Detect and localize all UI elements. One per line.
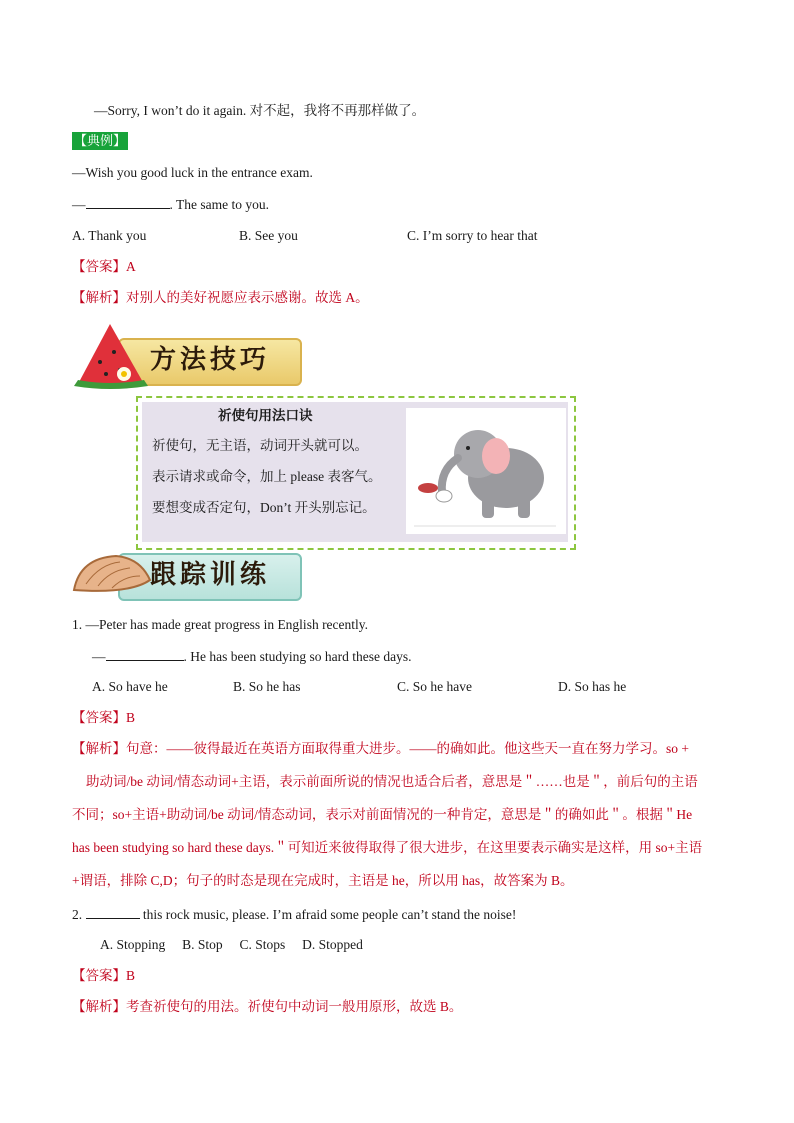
tip-box xyxy=(136,396,576,550)
answer-tag: 【答案】 xyxy=(72,259,126,274)
q1-analysis-3: 不同；so+主语+助动词/be 动词/情态动词，表示对前面情况的一种肯定，意思是＂的确如此＂。根据＂He xyxy=(72,807,693,822)
tip-title: 祈使句用法口诀 xyxy=(218,408,313,423)
elephant-icon xyxy=(406,408,566,534)
q2-answer xyxy=(72,968,135,984)
answer-blank xyxy=(106,648,184,661)
q1-analysis-5: +谓语，排除 C,D；句子的时态是现在完成时，主语是 he，所以用 has，故答案为 B。 xyxy=(72,873,574,888)
option-c: C. I’m sorry to hear that xyxy=(407,228,538,243)
q2-options: A. Stopping B. Stop C. Stops D. Stopped xyxy=(100,937,363,952)
tip-line-2: 表示请求或命令，加上 please 表客气。 xyxy=(152,469,382,484)
tip-line-1: 祈使句，无主语，动词开头就可以。 xyxy=(152,438,368,453)
q1-analysis-1 xyxy=(72,741,689,757)
answer-value: A xyxy=(126,259,136,274)
example-analysis xyxy=(72,290,369,306)
analysis-text: 对别人的美好祝愿应表示感谢。故选 A。 xyxy=(126,290,369,305)
q1-analysis-4: has been studying so hard these days.＂可知近来彼得取得了很大进步，在这里要表示确实是这样，用 so+主语 xyxy=(72,840,703,855)
tip-line-3: 要想变成否定句，Don’t 开头别忘记。 xyxy=(152,500,376,515)
analysis-text: 句意：——彼得最近在英语方面取得重大进步。——的确如此。他这些天一直在努力学习。so + xyxy=(126,741,689,756)
analysis-tag: 【解析】 xyxy=(72,741,126,756)
example-question: —Wish you good luck in the entrance exam. xyxy=(72,165,313,180)
answer-value: B xyxy=(126,710,136,725)
option-b: B. See you xyxy=(239,228,298,243)
q1-line-1: 1. —Peter has made great progress in English recently. xyxy=(72,617,369,632)
q1-answer xyxy=(72,710,135,726)
q2-analysis xyxy=(72,999,462,1015)
example-response xyxy=(72,196,269,213)
seashell-icon xyxy=(70,550,154,600)
practice-banner-title: 跟踪训练 xyxy=(150,560,271,589)
method-banner-title: 方法技巧 xyxy=(150,345,271,374)
q1-option-a: A. So have he xyxy=(92,679,168,694)
q1-option-c: C. So he have xyxy=(397,679,472,694)
dash: — xyxy=(92,649,106,664)
example-tag: 【典例】 xyxy=(73,133,126,148)
answer-blank xyxy=(86,196,170,209)
q1-line-2-text: . He has been studying so hard these days. xyxy=(183,649,412,664)
q1-line-2 xyxy=(92,648,411,665)
q1-option-b: B. So he has xyxy=(233,679,301,694)
option-a: A. Thank you xyxy=(72,228,147,243)
q2-number: 2. xyxy=(72,907,86,922)
q1-option-d: D. So has he xyxy=(558,679,627,694)
response-text: . The same to you. xyxy=(169,197,269,212)
answer-value: B xyxy=(126,968,136,983)
elephant-picture xyxy=(406,408,566,534)
q1-analysis-2: 助动词/be 动词/情态动词+主语，表示前面所说的情况也适合后者，意思是＂……也是＂，前后句的主语 xyxy=(86,774,698,789)
watermelon-icon xyxy=(70,318,150,390)
answer-blank xyxy=(86,906,140,919)
dash: — xyxy=(72,197,86,212)
analysis-tag: 【解析】 xyxy=(72,999,126,1014)
q2-line-1 xyxy=(72,906,516,923)
q2-text: this rock music, please. I’m afraid some people can’t stand the noise! xyxy=(139,907,517,922)
analysis-text: 考查祈使句的用法。祈使句中动词一般用原形，故选 B。 xyxy=(126,999,463,1014)
example-answer xyxy=(72,259,136,275)
answer-tag: 【答案】 xyxy=(72,968,126,983)
analysis-tag: 【解析】 xyxy=(72,290,126,305)
intro-reply: —Sorry, I won’t do it again. 对不起，我将不再那样做了。 xyxy=(94,103,426,118)
answer-tag: 【答案】 xyxy=(72,710,126,725)
